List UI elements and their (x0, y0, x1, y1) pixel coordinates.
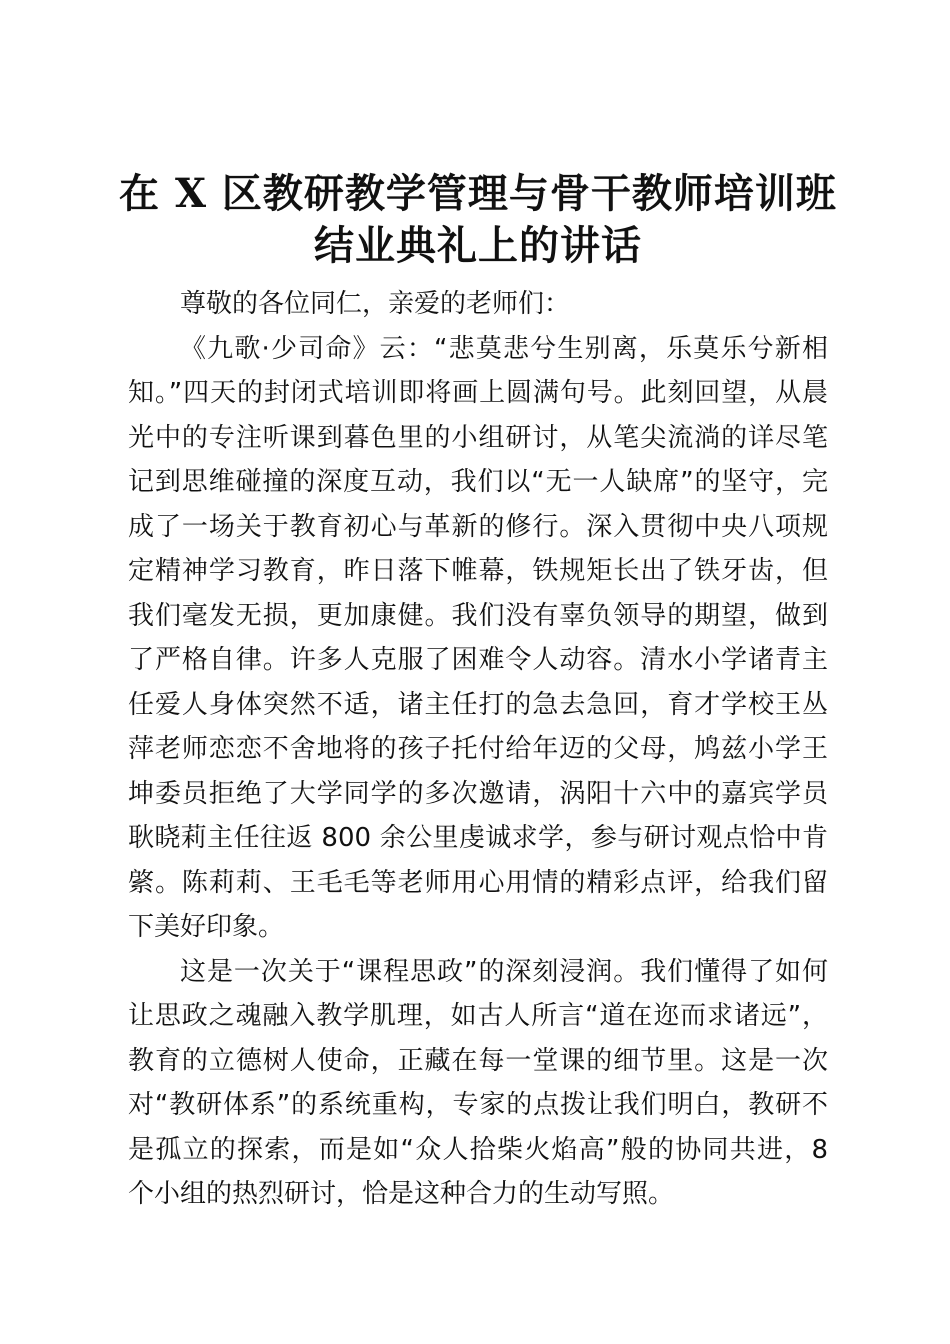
salutation: 尊敬的各位同仁，亲爱的老师们： (180, 289, 571, 319)
paragraph-1: 《九歌·少司命》云：“悲莫悲兮生别离，乐莫乐兮新相知。”四天的封闭式培训即将画上圆满句号。此刻回望，从晨光中的专注听课到暮色里的小组研讨，从笔尖流淌的详尽笔记到思维碰撞的深度互动，我们以“无一人缺席”的坚守，完成了一场关于教育初心与革新的修行。深入贯彻中央八项规定精神学习教育，昨日落下帷幕，铁规矩长出了铁牙齿，但我们毫发无损，更加康健。我们没有辜负领导的期望，做到了严格自律。许多人克服了困难令人动容。清水小学诸青主任爱人身体突然不适，诸主任打的急去急回，育才学校王丛萍老师恋恋不舍地将的孩子托付给年迈的父母，鸠兹小学王坤委员拒绝了大学同学的多次邀请，涡阳十六中的嘉宾学员耿晓莉主任往返 800 余公里虔诚求学，参与研讨观点恰中肯綮。陈莉莉、王毛毛等老师用心用情的精彩点评，给我们留下美好印象。 (128, 333, 828, 942)
title-line-1: 在 X 区教研教学管理与骨干教师培训班 (119, 170, 837, 217)
document-body (128, 282, 828, 1217)
document-title (118, 168, 838, 272)
paragraph-2: 这是一次关于“课程思政”的深刻浸润。我们懂得了如何让思政之魂融入教学肌理，如古人所言“道在迩而求诸远”，教育的立德树人使命，正藏在每一堂课的细节里。这是一次对“教研体系”的系统重构，专家的点拨让我们明白，教研不是孤立的探索，而是如“众人拾柴火焰高”般的协同共进，8 个小组的热烈研讨，恰是这种合力的生动写照。 (128, 956, 828, 1209)
title-line-2: 结业典礼上的讲话 (314, 222, 642, 269)
